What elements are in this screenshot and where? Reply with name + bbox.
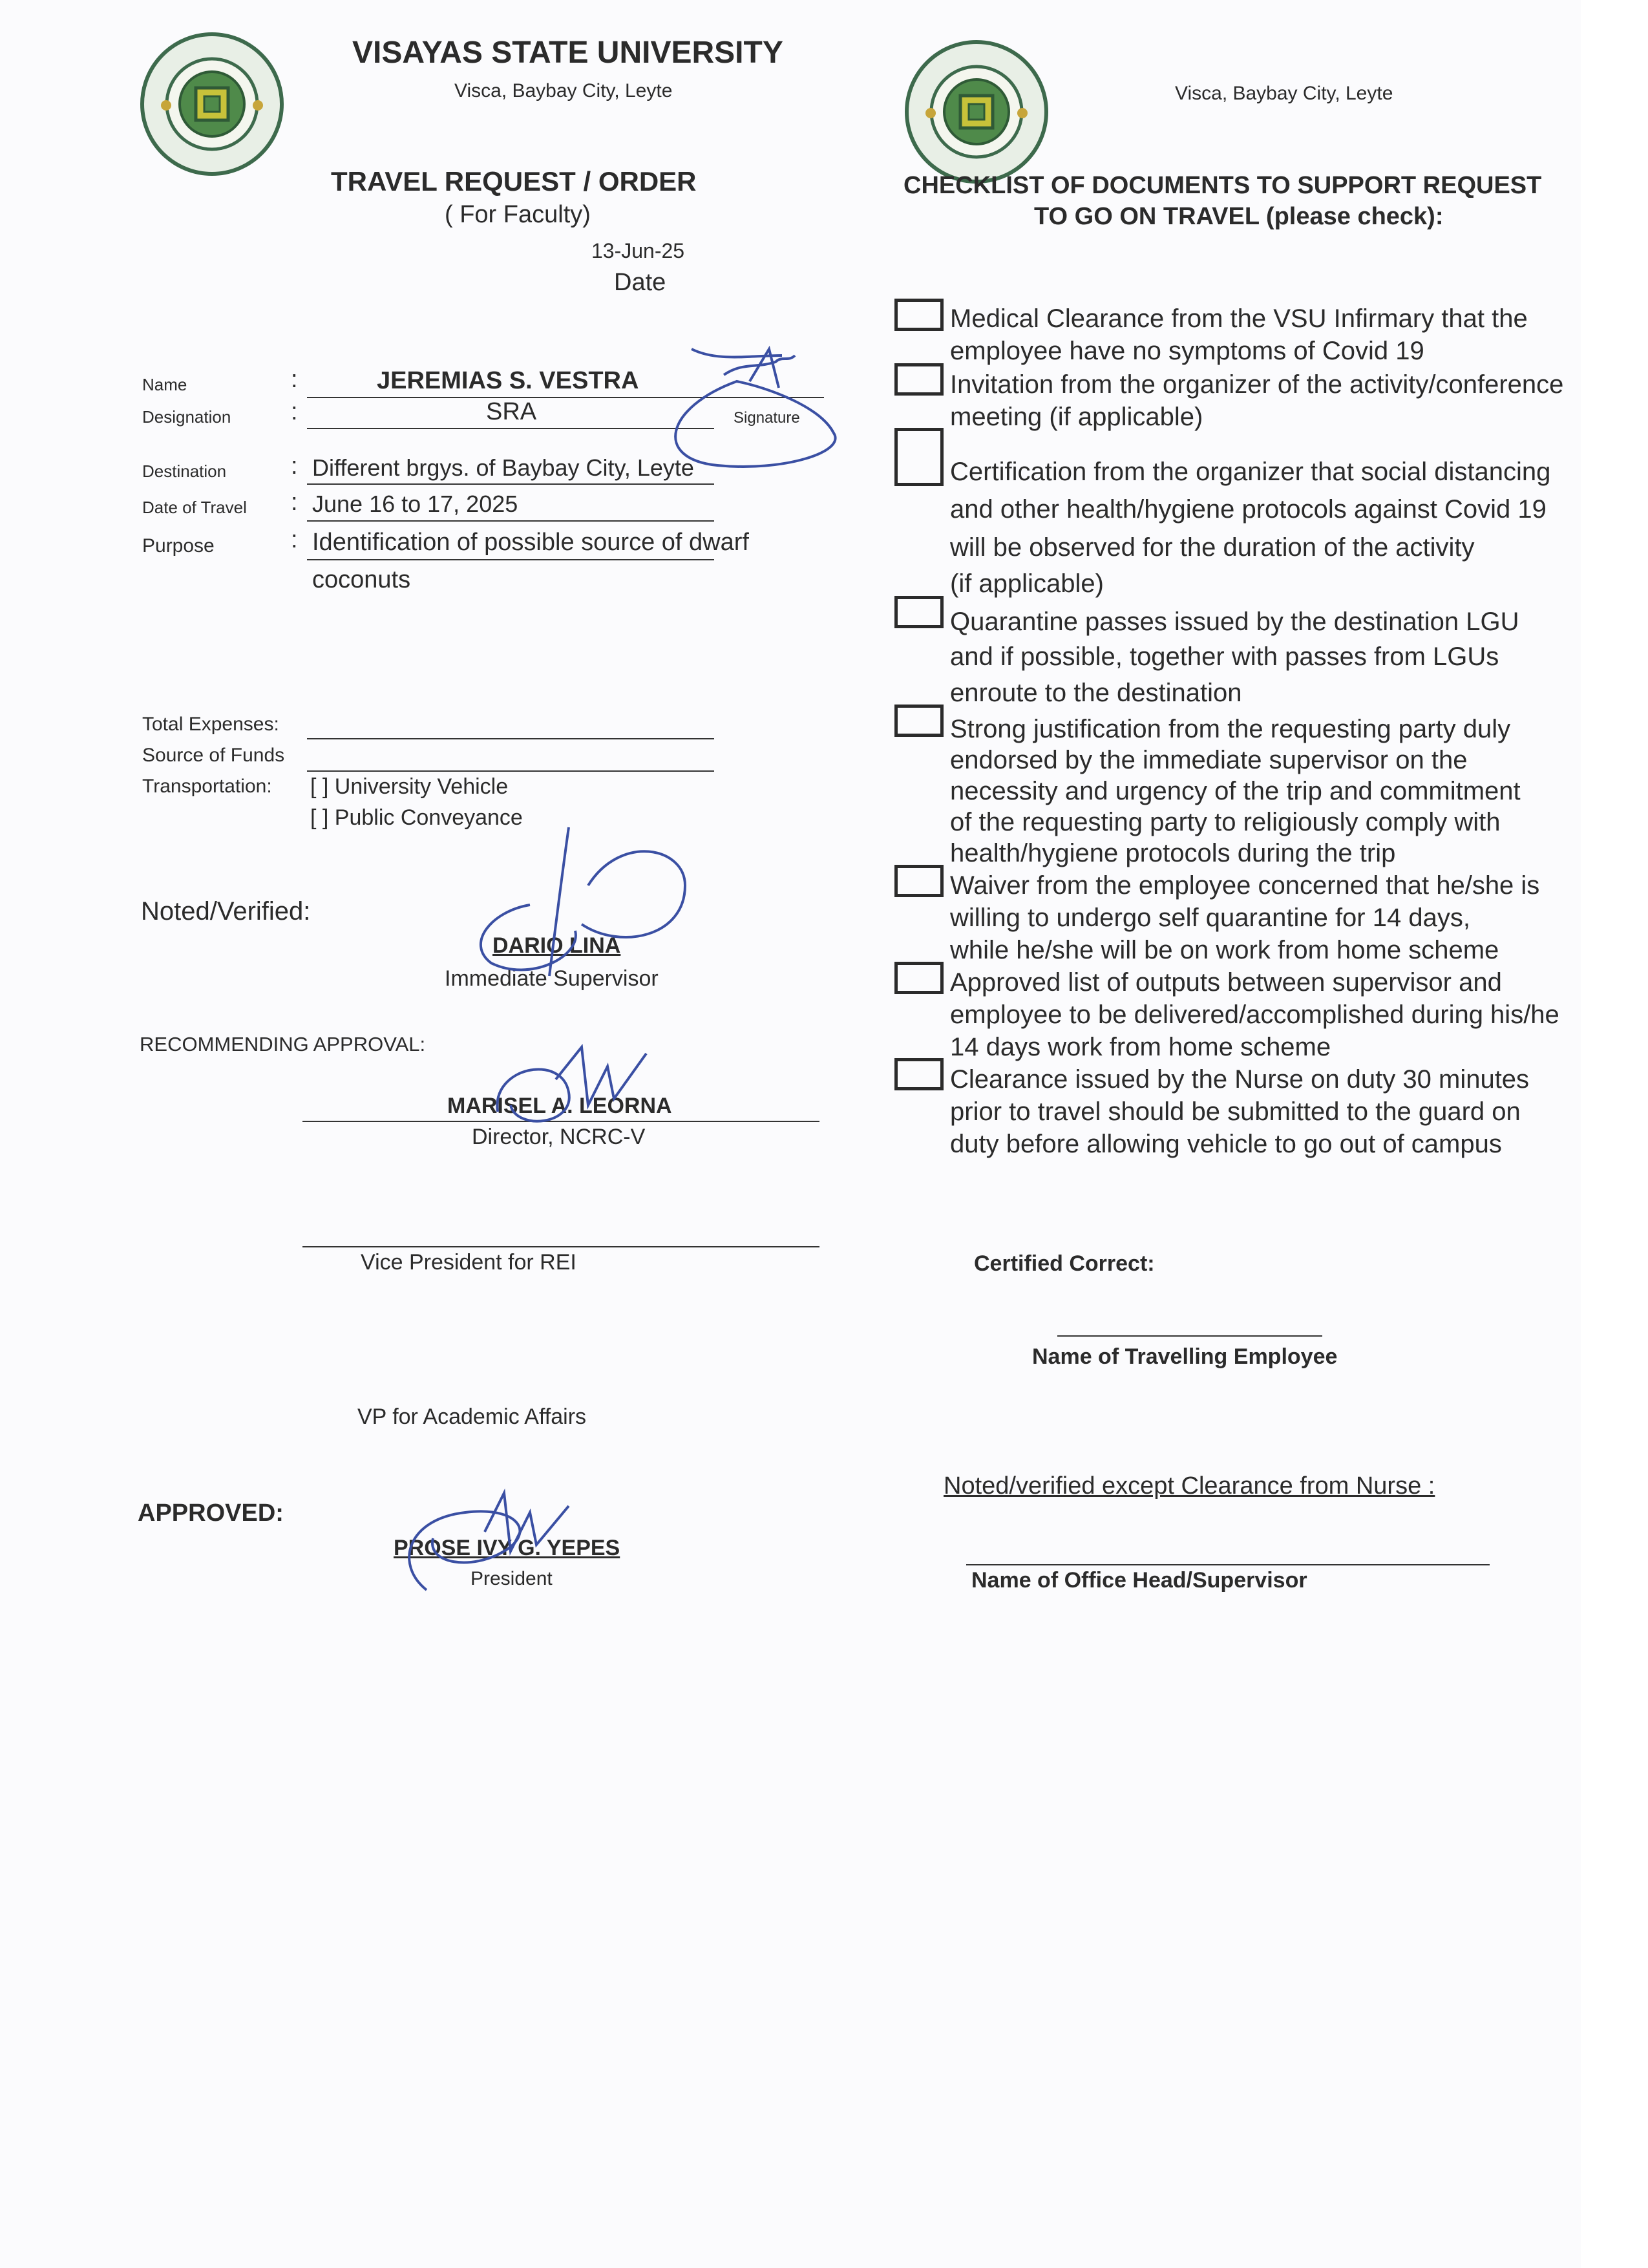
checklist-line: enroute to the destination <box>950 679 1242 707</box>
checklist-line: Strong justification from the requesting party duly <box>950 715 1511 743</box>
checklist-line: willing to undergo self quarantine for 14 days, <box>950 904 1470 932</box>
checklist-line: necessity and urgency of the trip and commitment <box>950 777 1521 805</box>
director-signature <box>472 1028 685 1144</box>
supervisor-signature <box>452 808 711 989</box>
checkbox-justification[interactable] <box>894 705 944 737</box>
checklist-line: Quarantine passes issued by the destination LGU <box>950 608 1519 636</box>
destination-label: Destination <box>142 461 227 481</box>
checkbox-nurse-clearance[interactable] <box>894 1058 944 1090</box>
vp-academic-affairs-label: VP for Academic Affairs <box>357 1404 587 1429</box>
office-head-label: Name of Office Head/Supervisor <box>971 1568 1307 1593</box>
purpose-colon: : <box>291 526 298 553</box>
date-travel-colon: : <box>291 489 298 516</box>
checklist-line: Clearance issued by the Nurse on duty 30 minutes <box>950 1065 1530 1094</box>
checklist-line: Certification from the organizer that social distancing <box>950 458 1551 486</box>
vp-rei-label: Vice President for REI <box>361 1250 576 1275</box>
supervisor-title: Immediate Supervisor <box>445 966 659 991</box>
director-title: Director, NCRC-V <box>472 1125 646 1149</box>
source-funds-label: Source of Funds <box>142 745 285 766</box>
checklist-line: meeting (if applicable) <box>950 403 1203 431</box>
university-name: VISAYAS STATE UNIVERSITY <box>352 36 783 70</box>
director-name: MARISEL A. LEORNA <box>447 1094 672 1118</box>
date-label: Date <box>614 269 666 296</box>
checkbox-invitation[interactable] <box>894 363 944 396</box>
purpose-label: Purpose <box>142 535 215 556</box>
name-value[interactable]: JEREMIAS S. VESTRA <box>377 367 639 394</box>
destination-colon: : <box>291 452 298 480</box>
total-expenses-line <box>307 738 714 739</box>
form-subtitle: ( For Faculty) <box>445 201 591 228</box>
supervisor-name: DARIO LINA <box>492 933 621 958</box>
checklist-line: employee to be delivered/accomplished during his/he <box>950 1001 1559 1029</box>
travelling-employee-label: Name of Travelling Employee <box>1032 1344 1338 1369</box>
checklist-line: duty before allowing vehicle to go out of campus <box>950 1130 1502 1158</box>
date-travel-line <box>307 520 714 522</box>
checklist-line: and other health/hygiene protocols against Covid 19 <box>950 495 1547 524</box>
approved-label: APPROVED: <box>138 1500 284 1527</box>
checklist-line: prior to travel should be submitted to the guard on <box>950 1097 1521 1126</box>
office-head-line <box>966 1564 1490 1565</box>
checklist-title-line2: TO GO ON TRAVEL (please check): <box>1034 203 1444 230</box>
designation-value[interactable]: SRA <box>486 398 537 425</box>
destination-value[interactable]: Different brgys. of Baybay City, Leyte <box>312 454 694 481</box>
checkbox-medical-clearance[interactable] <box>894 299 944 331</box>
source-funds-line <box>307 770 714 772</box>
checkbox-certification[interactable] <box>894 428 944 486</box>
purpose-line2[interactable]: coconuts <box>312 566 411 593</box>
checklist-line: and if possible, together with passes from LGUs <box>950 642 1499 671</box>
university-address: Visca, Baybay City, Leyte <box>454 80 673 101</box>
name-colon: : <box>291 366 298 393</box>
checkbox-quarantine-passes[interactable] <box>894 596 944 628</box>
president-signature <box>388 1480 601 1609</box>
checklist-line: employee have no symptoms of Covid 19 <box>950 337 1424 365</box>
signature-label: Signature <box>734 409 800 427</box>
checkbox-approved-outputs[interactable] <box>894 962 944 994</box>
noted-verified-label: Noted/Verified: <box>141 897 311 926</box>
university-seal-left <box>139 31 285 177</box>
checklist-line: Invitation from the organizer of the activity/conference <box>950 370 1564 399</box>
total-expenses-label: Total Expenses: <box>142 714 279 735</box>
president-name: PROSE IVY G. YEPES <box>394 1536 620 1560</box>
vp-rei-line <box>302 1246 819 1247</box>
checkbox-waiver[interactable] <box>894 865 944 897</box>
date-travel-label: Date of Travel <box>142 498 247 517</box>
transport-university-vehicle[interactable]: [ ] University Vehicle <box>310 774 509 799</box>
checklist-line: will be observed for the duration of the activity <box>950 533 1475 562</box>
university-seal-right <box>903 39 1050 185</box>
employee-name-line <box>1057 1335 1322 1337</box>
employee-signature <box>640 336 853 491</box>
name-label: Name <box>142 375 187 394</box>
checklist-line: 14 days work from home scheme <box>950 1033 1331 1061</box>
purpose-underline <box>307 559 714 560</box>
date-travel-value[interactable]: June 16 to 17, 2025 <box>312 491 518 517</box>
checklist-line: endorsed by the immediate supervisor on the <box>950 746 1468 774</box>
form-title: TRAVEL REQUEST / ORDER <box>331 166 697 196</box>
noted-except-nurse-label: Noted/verified except Clearance from Nurse : <box>944 1472 1435 1500</box>
transportation-label: Transportation: <box>142 776 272 797</box>
date-value: 13-Jun-25 <box>591 239 685 262</box>
designation-colon: : <box>291 398 298 425</box>
purpose-line1[interactable]: Identification of possible source of dwarf <box>312 529 749 556</box>
checklist-line: Medical Clearance from the VSU Infirmary that the <box>950 304 1528 333</box>
checklist-line: while he/she will be on work from home scheme <box>950 936 1499 964</box>
checklist-line: (if applicable) <box>950 569 1104 598</box>
recommending-approval-label: RECOMMENDING APPROVAL: <box>140 1033 426 1055</box>
transport-public-conveyance[interactable]: [ ] Public Conveyance <box>310 805 523 830</box>
president-title: President <box>470 1568 553 1589</box>
certified-correct-label: Certified Correct: <box>974 1251 1155 1276</box>
checklist-title-line1: CHECKLIST OF DOCUMENTS TO SUPPORT REQUEST <box>903 173 1542 198</box>
checklist-line: health/hygiene protocols during the trip <box>950 839 1396 867</box>
checklist-line: Approved list of outputs between supervisor and <box>950 968 1502 997</box>
designation-label: Designation <box>142 407 231 427</box>
checklist-line: of the requesting party to religiously comply with <box>950 808 1501 836</box>
university-address-right: Visca, Baybay City, Leyte <box>1175 83 1393 104</box>
checklist-line: Waiver from the employee concerned that he/she is <box>950 871 1540 900</box>
